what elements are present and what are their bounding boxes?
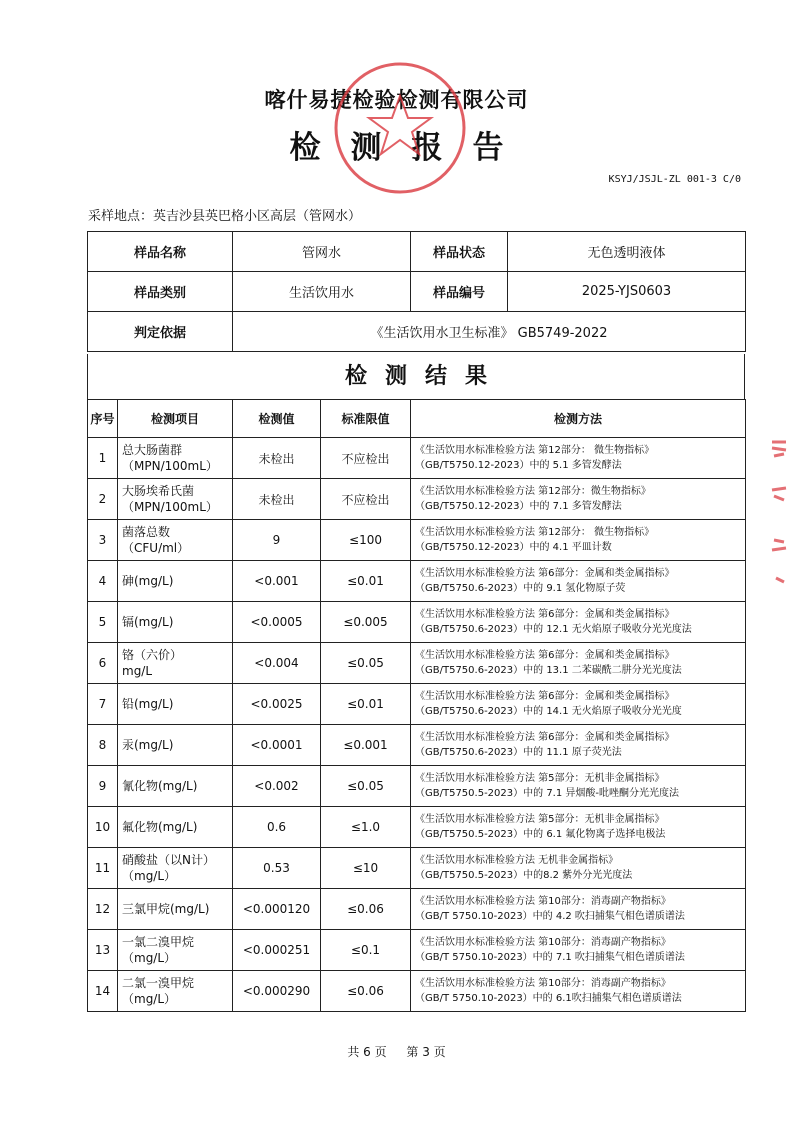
row-number: 13 xyxy=(88,930,118,971)
row-number: 3 xyxy=(88,520,118,561)
test-method xyxy=(411,520,746,561)
test-method-standard: 《生活饮用水标准检验方法 第6部分：金属和类金属指标》 xyxy=(415,732,675,743)
total-pages: 共 6 页 xyxy=(347,1045,387,1059)
test-method-standard: 《生活饮用水标准检验方法 第6部分：金属和类金属指标》 xyxy=(415,568,675,579)
test-item-name: 铅(mg/L) xyxy=(122,697,174,711)
test-value: 0.53 xyxy=(233,848,321,889)
test-item xyxy=(118,684,233,725)
results-table xyxy=(87,399,746,1012)
table-row xyxy=(88,930,746,971)
test-method-standard: 《生活饮用水标准检验方法 第5部分：无机非金属指标》 xyxy=(415,814,665,825)
row-number: 5 xyxy=(88,602,118,643)
test-item xyxy=(118,725,233,766)
basis-label: 判定依据 xyxy=(88,312,233,352)
test-value: <0.0005 xyxy=(233,602,321,643)
sampling-location xyxy=(88,205,361,224)
sampling-location-value: 英吉沙县英巴格小区高层（管网水） xyxy=(153,209,362,224)
test-value: 9 xyxy=(233,520,321,561)
table-row xyxy=(88,725,746,766)
standard-limit: ≤0.005 xyxy=(321,602,411,643)
table-row xyxy=(88,479,746,520)
test-method-standard: 《生活饮用水标准检验方法 第10部分：消毒副产物指标》 xyxy=(415,978,671,989)
test-method xyxy=(411,643,746,684)
row-number: 8 xyxy=(88,725,118,766)
standard-limit: ≤0.06 xyxy=(321,889,411,930)
test-value: 0.6 xyxy=(233,807,321,848)
test-method-standard: 《生活饮用水标准检验方法 第10部分：消毒副产物指标》 xyxy=(415,937,671,948)
test-item xyxy=(118,807,233,848)
test-item-name: 铬（六价） xyxy=(122,648,183,662)
test-method xyxy=(411,438,746,479)
test-item-name: 氰化物(mg/L) xyxy=(122,779,198,793)
test-method-standard: 《生活饮用水标准检验方法 第10部分：消毒副产物指标》 xyxy=(415,896,671,907)
test-method-clause: （GB/T5750.6-2023）中的 13.1 二苯碳酰二肼分光光度法 xyxy=(415,665,682,676)
standard-limit: ≤1.0 xyxy=(321,807,411,848)
info-row xyxy=(88,272,746,312)
standard-limit: ≤0.05 xyxy=(321,643,411,684)
test-value: <0.004 xyxy=(233,643,321,684)
test-item-name: 氟化物(mg/L) xyxy=(122,820,198,834)
table-row xyxy=(88,561,746,602)
test-item xyxy=(118,766,233,807)
standard-limit: 不应检出 xyxy=(321,438,411,479)
standard-limit: ≤0.05 xyxy=(321,766,411,807)
document-number: KSYJ/JSJL-ZL 001-3 C/0 xyxy=(608,174,741,185)
current-page: 第 3 页 xyxy=(406,1045,446,1059)
standard-limit: ≤0.01 xyxy=(321,684,411,725)
test-item xyxy=(118,971,233,1012)
standard-limit: 不应检出 xyxy=(321,479,411,520)
table-row xyxy=(88,766,746,807)
test-item xyxy=(118,643,233,684)
test-item-name: 大肠埃希氏菌 xyxy=(122,484,195,498)
test-method xyxy=(411,848,746,889)
test-item-name: 镉(mg/L) xyxy=(122,615,174,629)
test-item-name: 菌落总数 xyxy=(122,525,171,539)
company-name: 喀什易捷检验检测有限公司 xyxy=(264,88,529,112)
test-item-name: 砷(mg/L) xyxy=(122,574,174,588)
test-item-unit: （CFU/ml） xyxy=(122,541,190,555)
test-method-standard: 《生活饮用水标准检验方法 第6部分：金属和类金属指标》 xyxy=(415,609,675,620)
test-method-clause: （GB/T5750.5-2023）中的8.2 紫外分光光度法 xyxy=(415,870,633,881)
test-value: <0.000290 xyxy=(233,971,321,1012)
page-footer xyxy=(0,1043,793,1060)
test-item xyxy=(118,848,233,889)
test-method-clause: （GB/T5750.5-2023）中的 7.1 异烟酸-吡唑酮分光光度法 xyxy=(415,788,680,799)
test-item xyxy=(118,889,233,930)
standard-limit: ≤0.06 xyxy=(321,971,411,1012)
col-header-method: 检测方法 xyxy=(411,400,746,438)
info-row xyxy=(88,312,746,352)
test-method xyxy=(411,889,746,930)
test-value: <0.0025 xyxy=(233,684,321,725)
test-item xyxy=(118,930,233,971)
info-row xyxy=(88,232,746,272)
test-item xyxy=(118,479,233,520)
test-value: <0.000251 xyxy=(233,930,321,971)
col-header-no: 序号 xyxy=(88,400,118,438)
test-method xyxy=(411,602,746,643)
sample-no-value: 2025-YJS0603 xyxy=(508,272,746,312)
table-row xyxy=(88,520,746,561)
standard-limit: ≤0.1 xyxy=(321,930,411,971)
test-item-unit: （MPN/100mL） xyxy=(122,500,218,514)
row-number: 14 xyxy=(88,971,118,1012)
test-method-clause: （GB/T 5750.10-2023）中的 7.1 吹扫捕集气相色谱质谱法 xyxy=(415,952,685,963)
test-value: <0.000120 xyxy=(233,889,321,930)
test-method xyxy=(411,561,746,602)
test-method-standard: 《生活饮用水标准检验方法 第12部分： 微生物指标》 xyxy=(415,445,655,456)
sample-info-table xyxy=(87,231,746,352)
standard-limit: ≤0.01 xyxy=(321,561,411,602)
table-row xyxy=(88,602,746,643)
row-number: 12 xyxy=(88,889,118,930)
table-row xyxy=(88,643,746,684)
test-method-clause: （GB/T5750.12-2023）中的 7.1 多管发酵法 xyxy=(415,501,622,512)
sample-state-label: 样品状态 xyxy=(411,232,508,272)
test-item-unit: （mg/L） xyxy=(122,951,177,965)
sample-type-label: 样品类别 xyxy=(88,272,233,312)
test-method xyxy=(411,807,746,848)
test-method xyxy=(411,766,746,807)
test-method-standard: 《生活饮用水标准检验方法 第12部分： 微生物指标》 xyxy=(415,527,655,538)
test-method-standard: 《生活饮用水标准检验方法 无机非金属指标》 xyxy=(415,855,619,866)
test-item-name: 一氯二溴甲烷 xyxy=(122,935,195,949)
results-body xyxy=(88,438,746,1012)
standard-limit: ≤100 xyxy=(321,520,411,561)
test-item-name: 硝酸盐（以N计） xyxy=(122,853,215,867)
basis-value: 《生活饮用水卫生标准》 GB5749-2022 xyxy=(233,312,746,352)
table-row xyxy=(88,438,746,479)
test-value: <0.002 xyxy=(233,766,321,807)
edge-seal-mark xyxy=(766,430,792,590)
sample-name-label: 样品名称 xyxy=(88,232,233,272)
test-method xyxy=(411,684,746,725)
test-method-clause: （GB/T5750.12-2023）中的 5.1 多管发酵法 xyxy=(415,460,622,471)
row-number: 1 xyxy=(88,438,118,479)
test-item-name: 总大肠菌群 xyxy=(122,443,183,457)
test-item xyxy=(118,438,233,479)
test-method-clause: （GB/T 5750.10-2023）中的 4.2 吹扫捕集气相色谱质谱法 xyxy=(415,911,685,922)
report-title: 检测报告 xyxy=(289,130,534,166)
test-item-unit: （mg/L） xyxy=(122,992,177,1006)
col-header-item: 检测项目 xyxy=(118,400,233,438)
test-method xyxy=(411,971,746,1012)
results-heading: 检测结果 xyxy=(87,354,745,400)
test-item-unit: （mg/L） xyxy=(122,869,177,883)
test-method-clause: （GB/T 5750.10-2023）中的 6.1吹扫捕集气相色谱质谱法 xyxy=(415,993,682,1004)
standard-limit: ≤0.001 xyxy=(321,725,411,766)
test-method-standard: 《生活饮用水标准检验方法 第12部分：微生物指标》 xyxy=(415,486,651,497)
col-header-limit: 标准限值 xyxy=(321,400,411,438)
test-value: 未检出 xyxy=(233,438,321,479)
test-item-name: 三氯甲烷(mg/L) xyxy=(122,902,210,916)
test-method-clause: （GB/T5750.6-2023）中的 12.1 无火焰原子吸收分光光度法 xyxy=(415,624,692,635)
test-item-unit: mg/L xyxy=(122,664,153,678)
test-method-clause: （GB/T5750.6-2023）中的 11.1 原子荧光法 xyxy=(415,747,622,758)
sample-no-label: 样品编号 xyxy=(411,272,508,312)
test-item xyxy=(118,561,233,602)
test-value: 未检出 xyxy=(233,479,321,520)
row-number: 7 xyxy=(88,684,118,725)
test-method-standard: 《生活饮用水标准检验方法 第6部分：金属和类金属指标》 xyxy=(415,650,675,661)
test-value: <0.001 xyxy=(233,561,321,602)
sample-state-value: 无色透明液体 xyxy=(508,232,746,272)
row-number: 10 xyxy=(88,807,118,848)
col-header-value: 检测值 xyxy=(233,400,321,438)
test-method-clause: （GB/T5750.12-2023）中的 4.1 平皿计数 xyxy=(415,542,612,553)
row-number: 4 xyxy=(88,561,118,602)
test-method xyxy=(411,930,746,971)
test-method xyxy=(411,725,746,766)
row-number: 2 xyxy=(88,479,118,520)
row-number: 11 xyxy=(88,848,118,889)
test-method-clause: （GB/T5750.6-2023）中的 14.1 无火焰原子吸收分光光度 xyxy=(415,706,682,717)
results-header-row xyxy=(88,400,746,438)
table-row xyxy=(88,889,746,930)
test-item-unit: （MPN/100mL） xyxy=(122,459,218,473)
test-value: <0.0001 xyxy=(233,725,321,766)
table-row xyxy=(88,807,746,848)
table-row xyxy=(88,848,746,889)
test-item xyxy=(118,602,233,643)
row-number: 9 xyxy=(88,766,118,807)
standard-limit: ≤10 xyxy=(321,848,411,889)
test-method-standard: 《生活饮用水标准检验方法 第6部分：金属和类金属指标》 xyxy=(415,691,675,702)
test-method xyxy=(411,479,746,520)
test-item-name: 二氯一溴甲烷 xyxy=(122,976,195,990)
test-method-clause: （GB/T5750.5-2023）中的 6.1 氟化物离子选择电极法 xyxy=(415,829,666,840)
sample-type-value: 生活饮用水 xyxy=(233,272,411,312)
test-item-name: 汞(mg/L) xyxy=(122,738,174,752)
table-row xyxy=(88,684,746,725)
test-method-clause: （GB/T5750.6-2023）中的 9.1 氢化物原子荧 xyxy=(415,583,626,594)
test-method-standard: 《生活饮用水标准检验方法 第5部分：无机非金属指标》 xyxy=(415,773,665,784)
test-item xyxy=(118,520,233,561)
sampling-location-label: 采样地点： xyxy=(88,209,154,224)
sample-name-value: 管网水 xyxy=(233,232,411,272)
table-row xyxy=(88,971,746,1012)
row-number: 6 xyxy=(88,643,118,684)
